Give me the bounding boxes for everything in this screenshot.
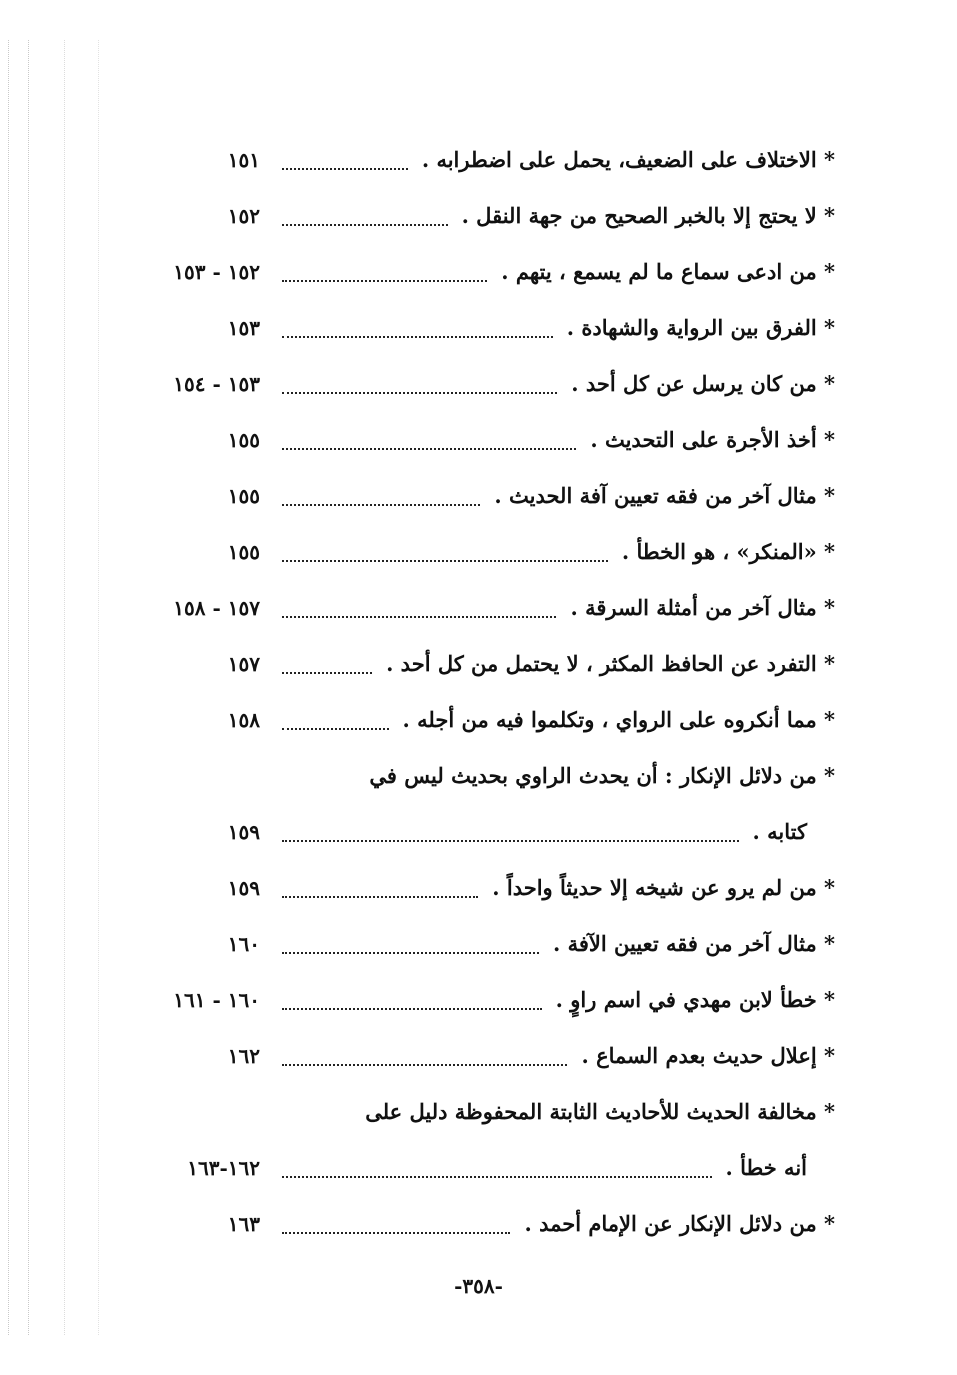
toc-entry-page-number: ١٦٢-١٦٣: [187, 1156, 260, 1180]
toc-entry-title: * من كان يرسل عن كل أحد .: [571, 371, 835, 396]
toc-entry: [120, 914, 835, 970]
toc-entry-page-number: ١٥١: [227, 148, 260, 172]
toc-entry: [120, 634, 835, 690]
toc-entry: [120, 746, 835, 802]
toc-entry-title: * من ادعى سماع ما لم يسمع ، يتهم .: [501, 259, 835, 284]
dot-leader: [282, 224, 448, 226]
dot-leader: [282, 448, 576, 450]
toc-entry-page-number: ١٥٧ - ١٥٨: [173, 596, 260, 620]
toc-entry-page-number: ١٦٠: [227, 932, 260, 956]
dot-leader: [282, 392, 557, 394]
dot-leader: [282, 1064, 567, 1066]
dot-leader: [282, 616, 556, 618]
dot-leader: [282, 728, 389, 730]
toc-entry-page-number: ١٥٧: [227, 652, 260, 676]
toc-entry: [120, 1194, 835, 1250]
toc-entry-title: أنه خطأ .: [725, 1155, 807, 1180]
toc-entry-page-number: ١٥٨: [227, 708, 260, 732]
toc-entry-title: * مثال آخر من فقه تعيين الآفة .: [552, 931, 835, 956]
toc-entry: [120, 298, 835, 354]
toc-entry-title: * إعلال حديث بعدم السماع .: [581, 1043, 835, 1068]
toc-entry-title: * التفرد عن الحافظ المكثر ، لا يحتمل من كل أحد .: [386, 651, 835, 676]
toc-entry: [120, 466, 835, 522]
toc-entry-title: * الفرق بين الرواية والشهادة .: [566, 315, 835, 340]
toc-entry-page-number: ١٦٢: [227, 1044, 260, 1068]
toc-entry-title: * مخالفة الحديث للأحاديث الثابتة المحفوظة دليل على: [365, 1099, 835, 1124]
dot-leader: [282, 1232, 510, 1234]
scan-edge-line: [28, 40, 29, 1335]
dot-leader: [282, 672, 372, 674]
toc-entry-title: كتابه .: [752, 819, 807, 844]
toc-entry: [120, 1082, 835, 1138]
toc-entry-title: * مما أنكروه على الرواي ، وتكلموا فيه من أجله .: [402, 707, 835, 732]
toc-entry-page-number: ١٥٣: [227, 316, 260, 340]
toc-entry-page-number: ١٥٩: [227, 820, 260, 844]
toc-entry-title: * مثال آخر من أمثلة السرقة .: [570, 595, 835, 620]
toc-entry-title: * الاختلاف على الضعيف، يحمل على اضطرابه .: [421, 147, 835, 172]
toc-entry: [120, 242, 835, 298]
toc-entry: [120, 186, 835, 242]
toc-entry: [120, 858, 835, 914]
toc-entry-title: * من دلائل الإنكار عن الإمام أحمد .: [524, 1211, 835, 1236]
toc-entry: [120, 410, 835, 466]
toc-entry-title: * خطأ لابن مهدي في اسم راوٍ .: [555, 987, 835, 1012]
toc-entry-title: * أخذ الأجرة على التحديث .: [590, 427, 835, 452]
toc-entry: [120, 130, 835, 186]
dot-leader: [282, 840, 739, 842]
dot-leader: [282, 280, 487, 282]
toc-entry-title: * من دلائل الإنكار : أن يحدث الراوي بحديث ليس في: [369, 763, 835, 788]
dot-leader: [282, 1176, 712, 1178]
toc-entry-title: * من لم يرو عن شيخه إلا حديثاً واحداً .: [492, 875, 835, 900]
toc-entry-page-number: ١٥٢: [227, 204, 260, 228]
dot-leader: [282, 168, 408, 170]
dot-leader: [282, 896, 478, 898]
scan-edge-line: [8, 40, 9, 1335]
toc-entry-page-number: ١٥٥: [227, 428, 260, 452]
toc-entry: [120, 690, 835, 746]
toc-entry-page-number: ١٥٣ - ١٥٤: [173, 372, 260, 396]
toc-entry: [120, 354, 835, 410]
toc-entry-title: * «المنكر» ، هو الخطأ .: [621, 539, 835, 564]
dot-leader: [282, 336, 553, 338]
page-number-footer: -٣٥٨-: [454, 1274, 503, 1298]
toc-entry-page-number: ١٥٩: [227, 876, 260, 900]
scan-edge-line: [98, 40, 99, 1335]
toc-entry-title: * مثال آخر من فقه تعيين آفة الحديث .: [494, 483, 835, 508]
toc-entry: [120, 1138, 835, 1194]
dot-leader: [282, 1008, 542, 1010]
toc-entry-page-number: ١٦٠ - ١٦١: [173, 988, 260, 1012]
toc-entry: [120, 522, 835, 578]
dot-leader: [282, 952, 539, 954]
dot-leader: [282, 504, 480, 506]
toc-entry: [120, 578, 835, 634]
toc-entry: [120, 970, 835, 1026]
toc-entry: [120, 1026, 835, 1082]
dot-leader: [282, 560, 608, 562]
toc-entry: [120, 802, 835, 858]
toc-entry-page-number: ١٥٥: [227, 484, 260, 508]
toc-entry-page-number: ١٦٣: [227, 1212, 260, 1236]
toc-entry-title: * لا يحتج إلا بالخبر الصحيح من جهة النقل .: [461, 203, 835, 228]
scan-edge-line: [64, 40, 65, 1335]
toc-entry-page-number: ١٥٢ - ١٥٣: [173, 260, 260, 284]
toc-entry-page-number: ١٥٥: [227, 540, 260, 564]
